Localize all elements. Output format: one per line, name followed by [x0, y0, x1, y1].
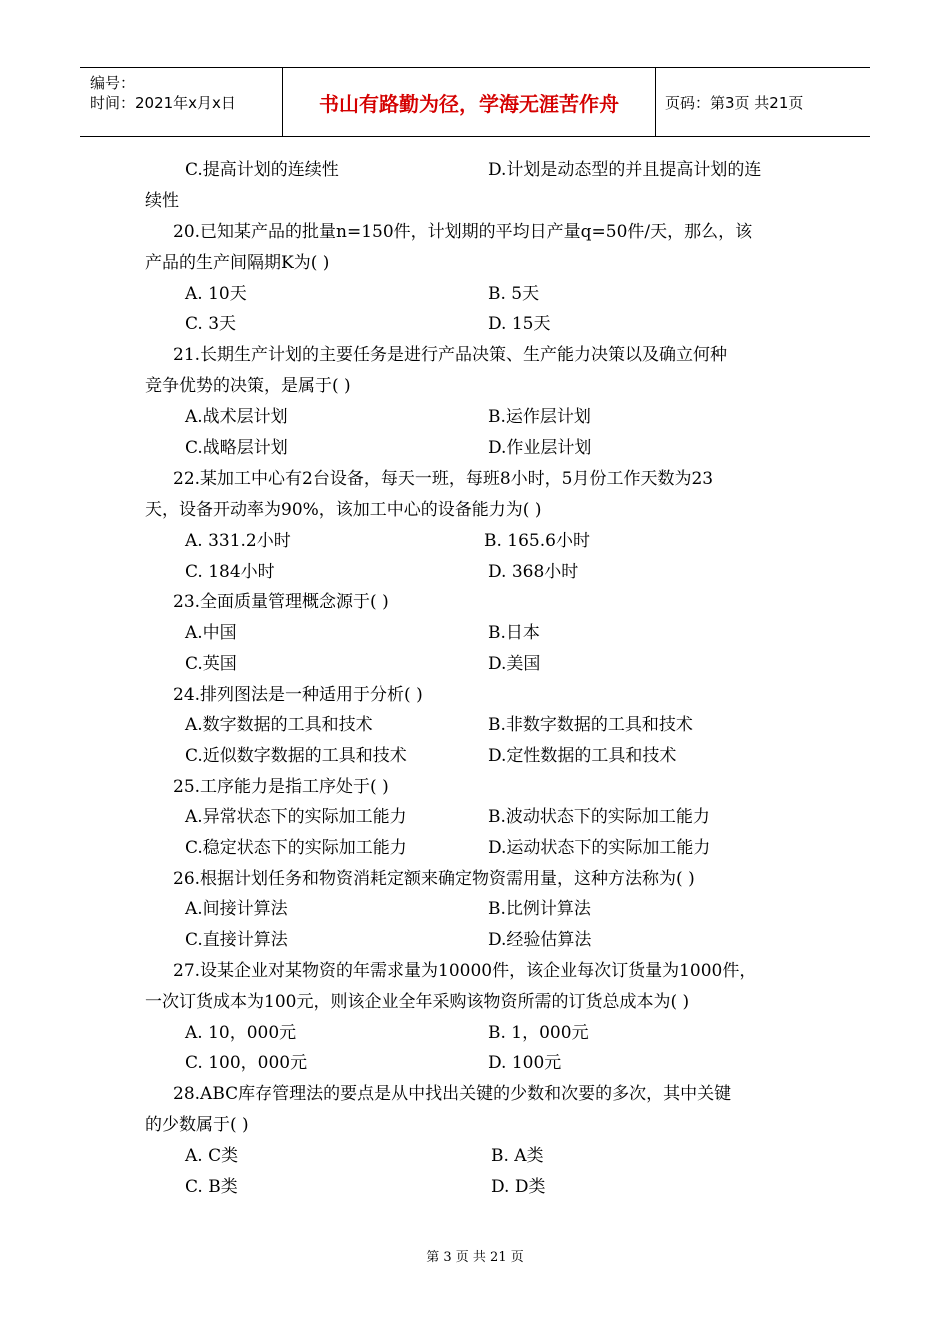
option-a-q21: A.战术层计划 — [185, 407, 288, 427]
question-21: 21.长期生产计划的主要任务是进行产品决策、生产能力决策以及确立何种 — [173, 345, 728, 365]
option-d-q26: D.经验估算法 — [488, 930, 592, 950]
question-22-cont: 天，设备开动率为90%，该加工中心的设备能力为( ) — [145, 500, 542, 520]
option-b-q22: B. 165.6小时 — [484, 531, 590, 551]
option-d-q20: D. 15天 — [488, 314, 551, 334]
question-24: 24.排列图法是一种适用于分析( ) — [173, 685, 423, 705]
header-page-info: 页码：第3页 共21页 — [665, 93, 804, 112]
page-footer: 第 3 页 共 21 页 — [426, 1250, 524, 1265]
option-a-q25: A.异常状态下的实际加工能力 — [185, 807, 407, 827]
option-c-q21: C.战略层计划 — [185, 438, 288, 458]
option-b-q25: B.波动状态下的实际加工能力 — [488, 807, 710, 827]
option-c-q27: C. 100，000元 — [185, 1053, 308, 1073]
option-a-q20: A. 10天 — [185, 284, 247, 304]
option-c-q22: C. 184小时 — [185, 562, 275, 582]
document-date: 时间：2021年x月x日 — [90, 94, 236, 112]
option-a-q22: A. 331.2小时 — [185, 531, 291, 551]
option-b-q21: B.运作层计划 — [488, 407, 591, 427]
option-d-q22: D. 368小时 — [488, 562, 579, 582]
option-a-q24: A.数字数据的工具和技术 — [185, 715, 373, 735]
question-21-cont: 竞争优势的决策，是属于( ) — [145, 376, 351, 396]
option-c-q23: C.英国 — [185, 654, 237, 674]
question-26: 26.根据计划任务和物资消耗定额来确定物资需用量，这种方法称为( ) — [173, 869, 695, 889]
option-b-q24: B.非数字数据的工具和技术 — [488, 715, 693, 735]
option-c-q20: C. 3天 — [185, 314, 237, 334]
option-d-q19-cont: 续性 — [145, 191, 179, 211]
question-20: 20.已知某产品的批量n=150件，计划期的平均日产量q=50件/天，那么，该 — [173, 222, 753, 242]
option-b-q26: B.比例计算法 — [488, 899, 591, 919]
question-27-cont: 一次订货成本为100元，则该企业全年采购该物资所需的订货总成本为( ) — [145, 992, 690, 1012]
option-a-q26: A.间接计算法 — [185, 899, 288, 919]
page-header — [80, 67, 870, 137]
question-28-cont: 的少数属于( ) — [145, 1115, 249, 1135]
option-d-q25: D.运动状态下的实际加工能力 — [488, 838, 711, 858]
option-a-q28: A. C类 — [185, 1146, 239, 1166]
option-a-q23: A.中国 — [185, 623, 237, 643]
question-20-cont: 产品的生产间隔期K为( ) — [145, 253, 330, 273]
header-motto: 书山有路勤为径，学海无涯苦作舟 — [282, 68, 656, 136]
question-27: 27.设某企业对某物资的年需求量为10000件，该企业每次订货量为1000件， — [173, 961, 757, 981]
option-d-q19: D.计划是动态型的并且提高计划的连 — [488, 160, 762, 180]
option-a-q27: A. 10，000元 — [185, 1023, 297, 1043]
option-b-q27: B. 1，000元 — [488, 1023, 589, 1043]
option-b-q20: B. 5天 — [488, 284, 540, 304]
option-d-q21: D.作业层计划 — [488, 438, 592, 458]
header-meta — [80, 68, 282, 136]
document-number-label: 编号： — [90, 74, 136, 92]
option-b-q23: B.日本 — [488, 623, 540, 643]
option-c-q28: C. B类 — [185, 1177, 238, 1197]
option-c-q19: C.提高计划的连续性 — [185, 160, 339, 180]
option-b-q28: B. A类 — [491, 1146, 544, 1166]
question-22: 22.某加工中心有2台设备，每天一班，每班8小时，5月份工作天数为23 — [173, 469, 714, 489]
option-d-q27: D. 100元 — [488, 1053, 562, 1073]
option-d-q23: D.美国 — [488, 654, 541, 674]
option-d-q24: D.定性数据的工具和技术 — [488, 746, 677, 766]
question-23: 23.全面质量管理概念源于( ) — [173, 592, 389, 612]
option-c-q26: C.直接计算法 — [185, 930, 288, 950]
question-28: 28.ABC库存管理法的要点是从中找出关键的少数和次要的多次，其中关键 — [173, 1084, 732, 1104]
option-d-q28: D. D类 — [491, 1177, 546, 1197]
question-25: 25.工序能力是指工序处于( ) — [173, 777, 389, 797]
option-c-q25: C.稳定状态下的实际加工能力 — [185, 838, 407, 858]
option-c-q24: C.近似数字数据的工具和技术 — [185, 746, 407, 766]
